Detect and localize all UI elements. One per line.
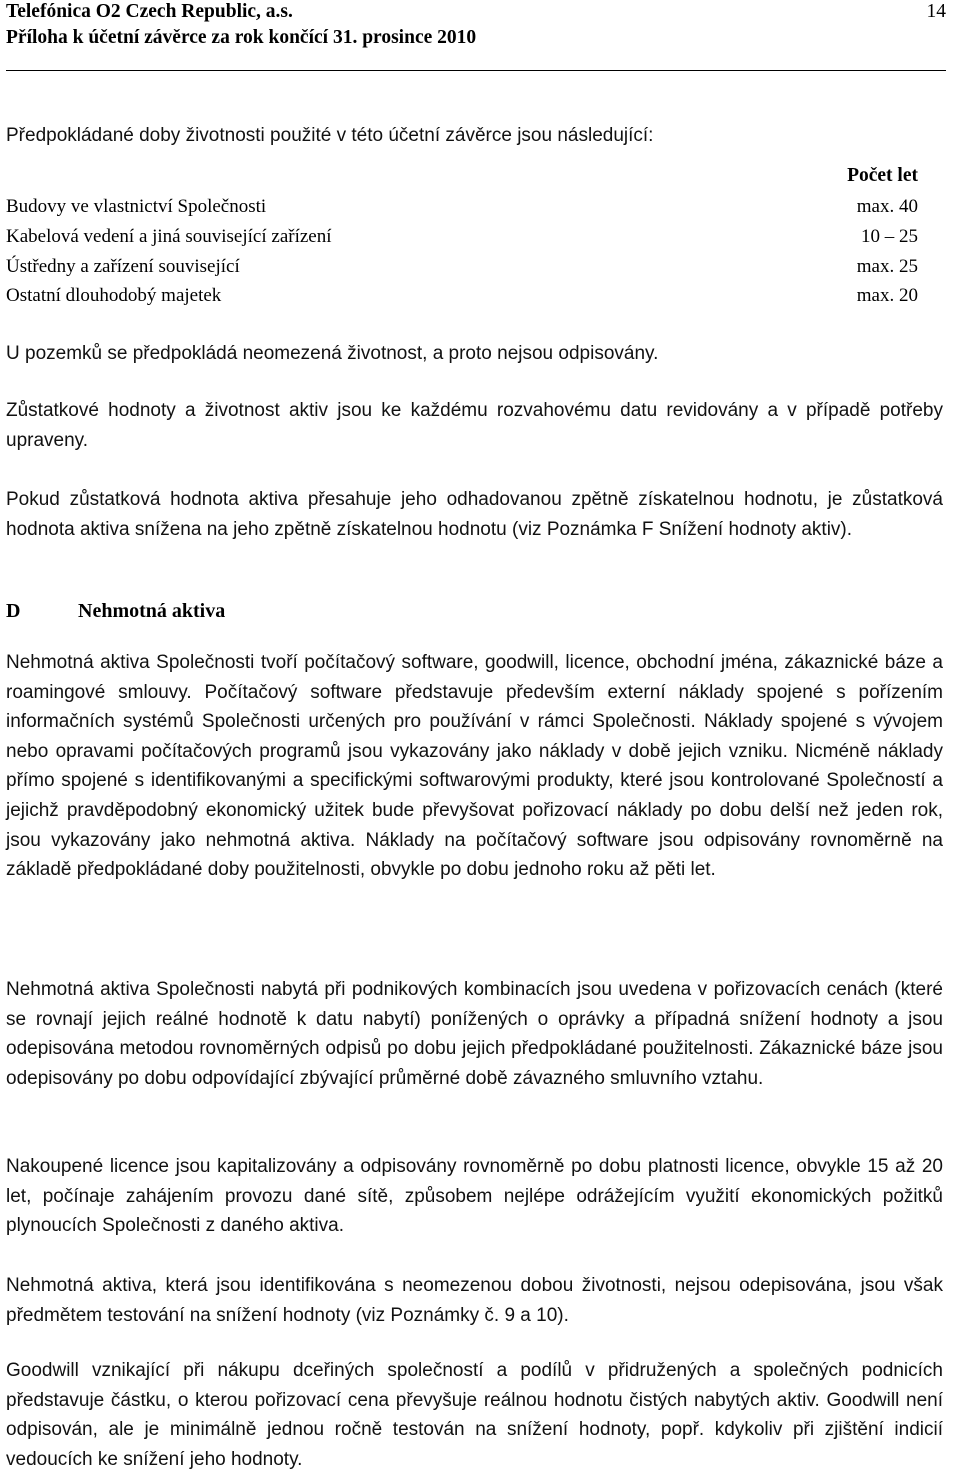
paragraph-impairment: Pokud zůstatková hodnota aktiva přesahuje jeho odhadovanou zpětně získatelnou hodnotu, je zůstatková hodnota aktiva snížena na jeho zpětně získatelnou hodnotu (viz Poznámka F Snížení hodnoty aktiv).	[6, 489, 943, 540]
table-row	[6, 222, 918, 252]
row-label: Ústředny a zařízení související	[6, 256, 240, 277]
paragraph-goodwill: Goodwill vznikající při nákupu dceřiných společností a podílů v přidružených a společných podnicích představuje částku, o kterou pořizovací cena převyšuje reálnou hodnotu čistých nabytých aktiv. Goodwill není odpisován, ale je minimálně jednou ročně testován na snížení hodnoty, popř. kdykoliv při zjištění indicií vedoucích ke snížení jeho hodnoty.	[6, 1360, 943, 1470]
company-name: Telefónica O2 Czech Republic, a.s.	[6, 1, 293, 22]
row-value: max. 20	[856, 285, 918, 306]
paragraph-intangible-assets: Nehmotná aktiva Společnosti tvoří počítačový software, goodwill, licence, obchodní jména, zákaznické báze a roamingové smlouvy. Počítačový software představuje především externí náklady spojené s pořízením informačních systémů Společnosti určených pro používání v rámci Společnosti. Náklady spojené s vývojem nebo opravami počítačových programů jsou vykazovány jako náklady v době jejich vzniku. Nicméně náklady přímo spojené s identifikovanými a specifickými softwarovými produkty, které jsou kontrolované Společností a jejichž pravděpodobný ekonomický užitek bude převyšovat pořizovací náklady po dobu delší než jeden rok, jsou vykazovány jako nehmotná aktiva. Náklady na počítačový software jsou odpisovány rovnoměrně na základě předpokládané doby použitelnosti, obvykle po dobu jednoho roku až pěti let.	[6, 652, 943, 881]
section-letter: D	[6, 600, 21, 622]
intro-sentence: Předpokládané doby životnosti použité v této účetní závěrce jsou následující:	[6, 125, 654, 146]
page-number: 14	[926, 1, 946, 22]
table-row	[6, 192, 918, 222]
column-header-years: Počet let	[847, 165, 918, 186]
row-label: Budovy ve vlastnictví Společnosti	[6, 196, 267, 217]
document-subtitle: Příloha k účetní závěrce za rok končící 31. prosince 2010	[6, 27, 477, 48]
page-header	[6, 0, 946, 71]
section-title: Nehmotná aktiva	[78, 600, 226, 622]
table-row	[6, 252, 918, 282]
paragraph-residual-values: Zůstatkové hodnoty a životnost aktiv jsou ke každému rozvahovému datu revidovány a v případě potřeby upraveny.	[6, 400, 943, 451]
row-label: Kabelová vedení a jiná související zařízení	[6, 226, 332, 247]
paragraph-business-combinations: Nehmotná aktiva Společnosti nabytá při podnikových kombinacích jsou uvedena v pořizovacích cenách (které se rovnají jejich reálné hodnotě k datu nabytí) ponížených o oprávky a případná snížení hodnoty a jsou odepisována metodou rovnoměrných odpisů po dobu jejich předpokládané použitelnosti. Zákaznické báze jsou odepisovány po dobu odpovídající zbývající průměrné době závazného smluvního vztahu.	[6, 979, 943, 1089]
paragraph-licences: Nakoupené licence jsou kapitalizovány a odpisovány rovnoměrně po dobu platnosti licence, obvykle 15 až 20 let, počínaje zahájením provozu dané sítě, způsobem nejlépe odrážejícím využití ekonomických požitků plynoucích Společnosti z daného aktiva.	[6, 1156, 943, 1237]
paragraph-land: U pozemků se předpokládá neomezená životnost, a proto nejsou odpisovány.	[6, 343, 659, 364]
table-row	[6, 281, 918, 311]
row-label: Ostatní dlouhodobý majetek	[6, 285, 222, 306]
row-value: max. 40	[856, 196, 918, 217]
paragraph-indefinite-life: Nehmotná aktiva, která jsou identifikována s neomezenou dobou životnosti, nejsou odepisována, jsou však předmětem testování na snížení hodnoty (viz Poznámky č. 9 a 10).	[6, 1275, 943, 1326]
row-value: 10 – 25	[861, 226, 918, 247]
row-value: max. 25	[856, 256, 918, 277]
